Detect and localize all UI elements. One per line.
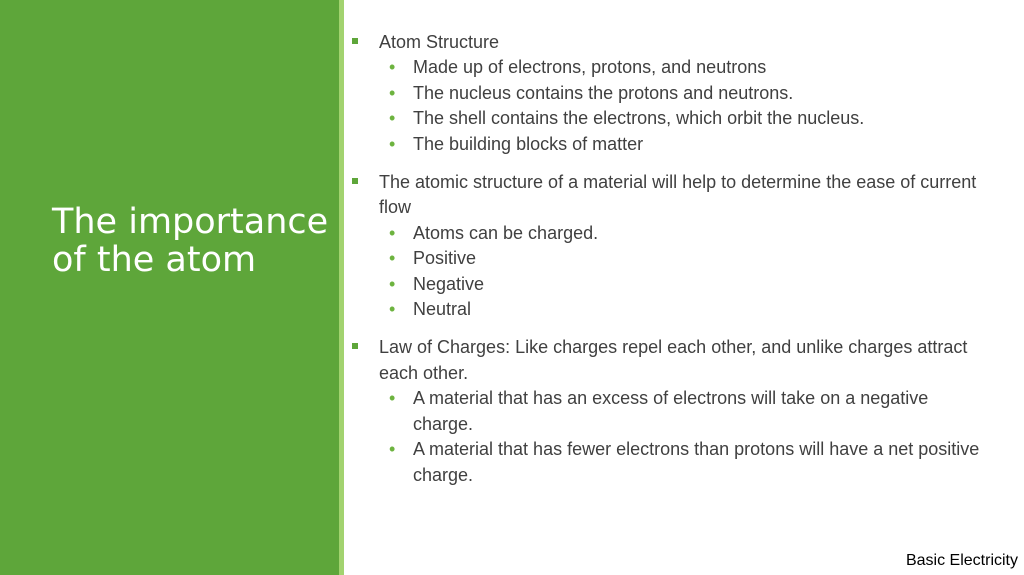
sub-bullet	[379, 132, 992, 157]
sub-bullet-text: The building blocks of matter	[413, 133, 644, 154]
sub-bullet-text: A material that has fewer electrons than protons will have a net positive charge.	[413, 439, 980, 485]
dot-bullet-icon: •	[389, 388, 396, 409]
bullet-text: Atom Structure	[379, 32, 500, 52]
title-panel	[0, 0, 339, 575]
dot-bullet-icon: •	[389, 133, 396, 154]
dot-bullet-icon: •	[389, 439, 396, 460]
sub-bullet	[379, 246, 992, 271]
sub-bullet-text: Positive	[413, 248, 477, 269]
square-bullet-icon	[352, 38, 358, 44]
bullet-atomic-structure	[352, 170, 992, 322]
accent-strip	[339, 0, 344, 575]
sub-bullet	[379, 386, 992, 437]
dot-bullet-icon: •	[389, 299, 396, 320]
sub-bullet	[379, 106, 992, 131]
dot-bullet-icon: •	[389, 82, 396, 103]
bullet-text: Law of Charges: Like charges repel each other, and unlike charges attract each other.	[379, 337, 968, 383]
dot-bullet-icon: •	[389, 273, 396, 294]
footer-text: Basic Electricity	[905, 552, 1018, 569]
sub-bullet-text: The shell contains the electrons, which orbit the nucleus.	[413, 108, 865, 129]
sub-bullet	[379, 221, 992, 246]
bullet-content	[352, 30, 992, 488]
square-bullet-icon	[352, 343, 358, 349]
slide-title: The importance of the atom	[52, 202, 329, 280]
dot-bullet-icon: •	[389, 108, 396, 129]
bullet-atom-structure	[352, 30, 992, 157]
sub-bullet-text: A material that has an excess of electrons will take on a negative charge.	[413, 388, 929, 434]
sub-bullet	[379, 272, 992, 297]
dot-bullet-icon: •	[389, 248, 396, 269]
sub-bullet	[379, 297, 992, 322]
dot-bullet-icon: •	[389, 57, 396, 78]
sub-bullet-text: Atoms can be charged.	[413, 222, 599, 243]
bullet-text: The atomic structure of a material will help to determine the ease of current flow	[379, 172, 977, 218]
dot-bullet-icon: •	[389, 222, 396, 243]
square-bullet-icon	[352, 178, 358, 184]
sub-bullet	[379, 81, 992, 106]
sub-bullet-text: Neutral	[413, 299, 472, 320]
sub-bullet-text: Made up of electrons, protons, and neutrons	[413, 57, 767, 78]
bullet-law-of-charges	[352, 335, 992, 487]
sub-bullet-text: The nucleus contains the protons and neutrons.	[413, 82, 794, 103]
sub-bullet	[379, 437, 992, 488]
sub-bullet-text: Negative	[413, 273, 485, 294]
sub-bullet	[379, 55, 992, 80]
